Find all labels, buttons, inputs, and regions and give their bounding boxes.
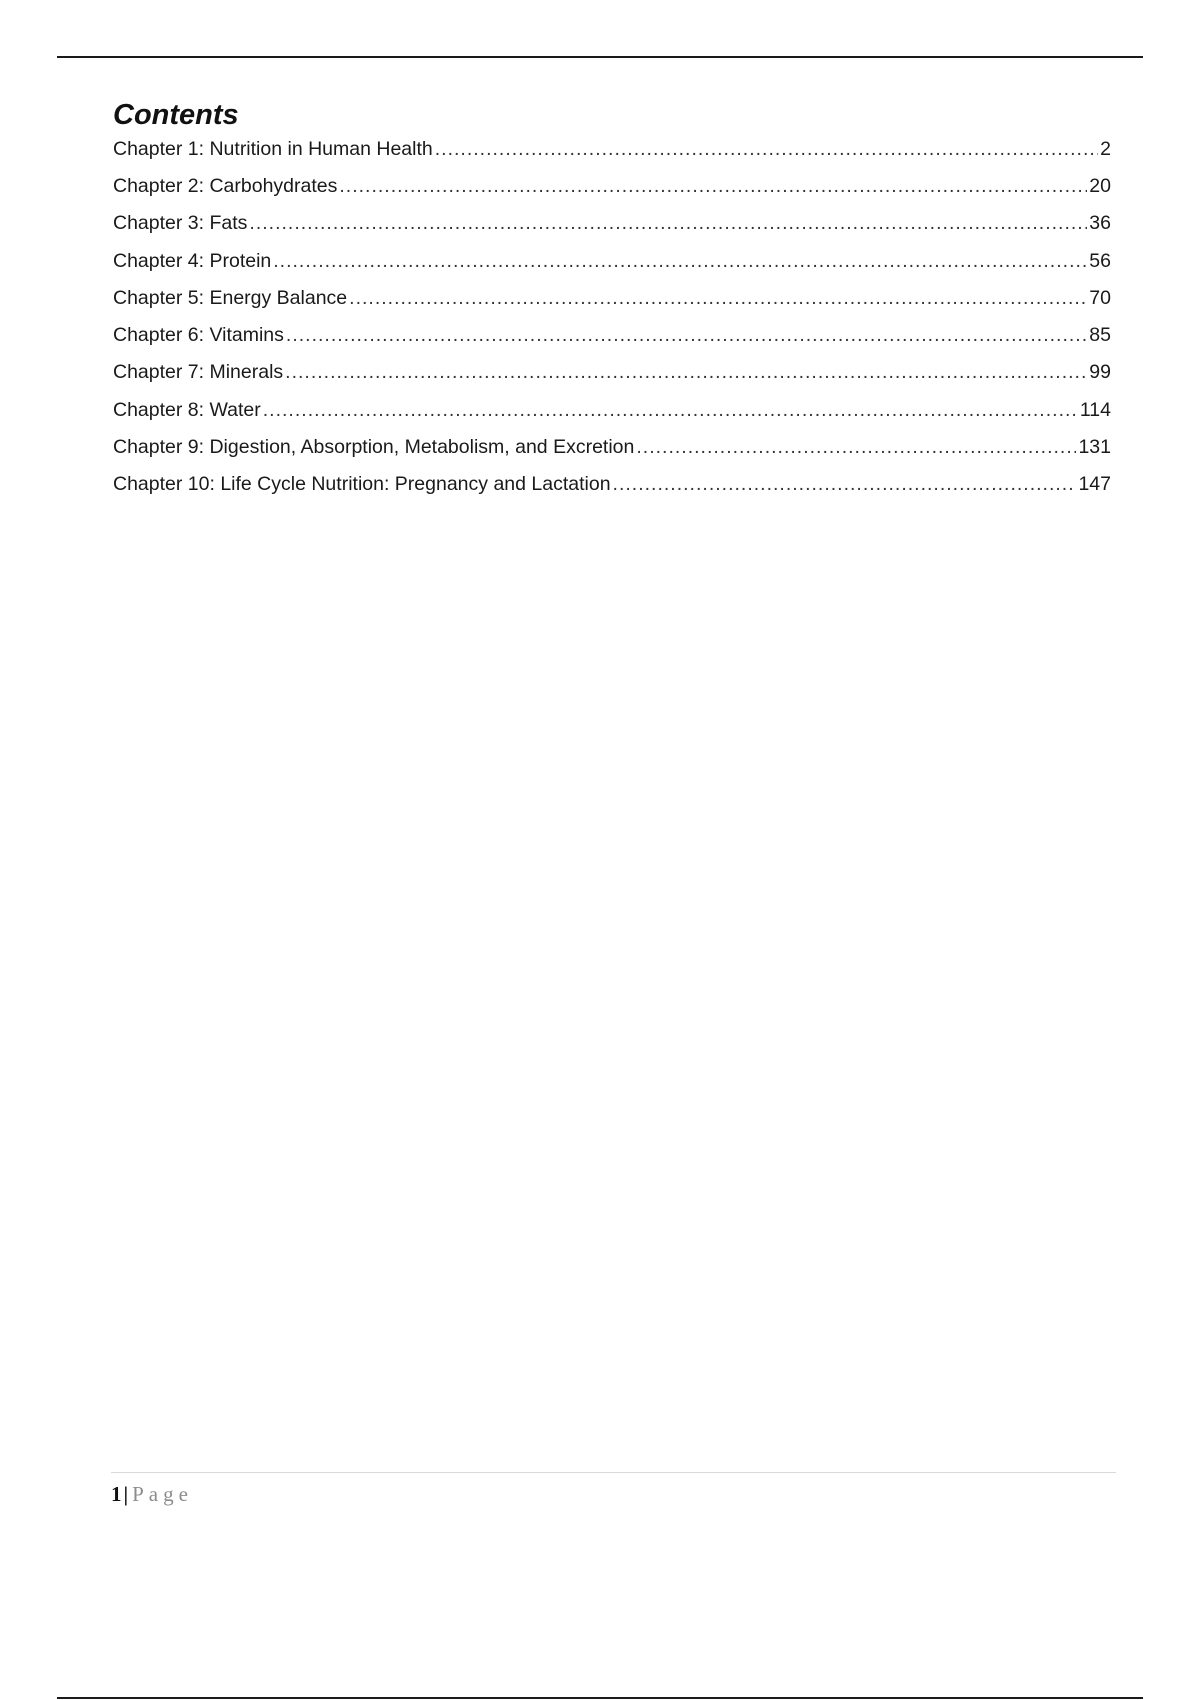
toc-dot-leader (435, 134, 1098, 164)
toc-dot-leader (273, 246, 1087, 276)
toc-entry-label: Chapter 5: Energy Balance (113, 286, 348, 309)
toc-entry-label: Chapter 10: Life Cycle Nutrition: Pregnancy and Lactation (113, 473, 611, 496)
toc-entry-label: Chapter 1: Nutrition in Human Health (113, 138, 433, 160)
toc-entry[interactable] (113, 208, 1111, 245)
toc-entry[interactable] (113, 246, 1111, 283)
toc-entry-page: 147 (1078, 473, 1111, 496)
toc-entry[interactable] (113, 320, 1111, 357)
toc-entry[interactable] (113, 171, 1111, 208)
toc-dot-leader (349, 283, 1087, 313)
toc-entry-page: 36 (1089, 212, 1111, 235)
toc-entry-page: 70 (1089, 286, 1111, 309)
toc-entry-page: 85 (1089, 324, 1111, 347)
toc-dot-leader (285, 357, 1087, 387)
toc-entry-label: Chapter 9: Digestion, Absorption, Metabolism, and Excretion (113, 436, 635, 459)
toc-entry-page: 131 (1078, 436, 1111, 459)
toc-entry[interactable] (113, 432, 1111, 469)
toc-dot-leader (263, 395, 1078, 425)
page-bottom-rule (57, 1697, 1143, 1699)
toc-dot-leader (636, 432, 1076, 462)
footer-page-label: Page (132, 1482, 193, 1506)
toc-entry-page: 20 (1089, 175, 1111, 197)
toc-entry-label: Chapter 6: Vitamins (113, 324, 284, 347)
table-of-contents (113, 96, 1111, 507)
toc-entry-page: 2 (1100, 138, 1111, 160)
toc-dot-leader (613, 469, 1077, 499)
page-footer (111, 1472, 1116, 1507)
toc-entry[interactable] (113, 283, 1111, 320)
toc-dot-leader (249, 208, 1087, 238)
toc-entry[interactable] (113, 357, 1111, 394)
toc-title: Contents (113, 99, 239, 131)
toc-entry-page: 114 (1079, 398, 1111, 421)
toc-entry-label: Chapter 7: Minerals (113, 361, 284, 384)
toc-entry-label: Chapter 8: Water (113, 398, 261, 421)
toc-dot-leader (339, 171, 1087, 201)
toc-entry-label: Chapter 3: Fats (113, 212, 248, 235)
toc-entry[interactable] (113, 395, 1111, 432)
toc-entry[interactable] (113, 134, 1111, 171)
toc-dot-leader (286, 320, 1087, 350)
toc-entry-label: Chapter 2: Carbohydrates (113, 175, 338, 197)
toc-entry-page: 99 (1089, 361, 1111, 384)
toc-list (113, 134, 1111, 507)
footer-page-number: 1 (111, 1482, 122, 1506)
footer-separator: | (123, 1482, 129, 1506)
page-top-rule (57, 56, 1143, 58)
toc-entry-label: Chapter 4: Protein (113, 249, 272, 272)
toc-entry[interactable] (113, 469, 1111, 506)
toc-entry-page: 56 (1089, 249, 1111, 272)
